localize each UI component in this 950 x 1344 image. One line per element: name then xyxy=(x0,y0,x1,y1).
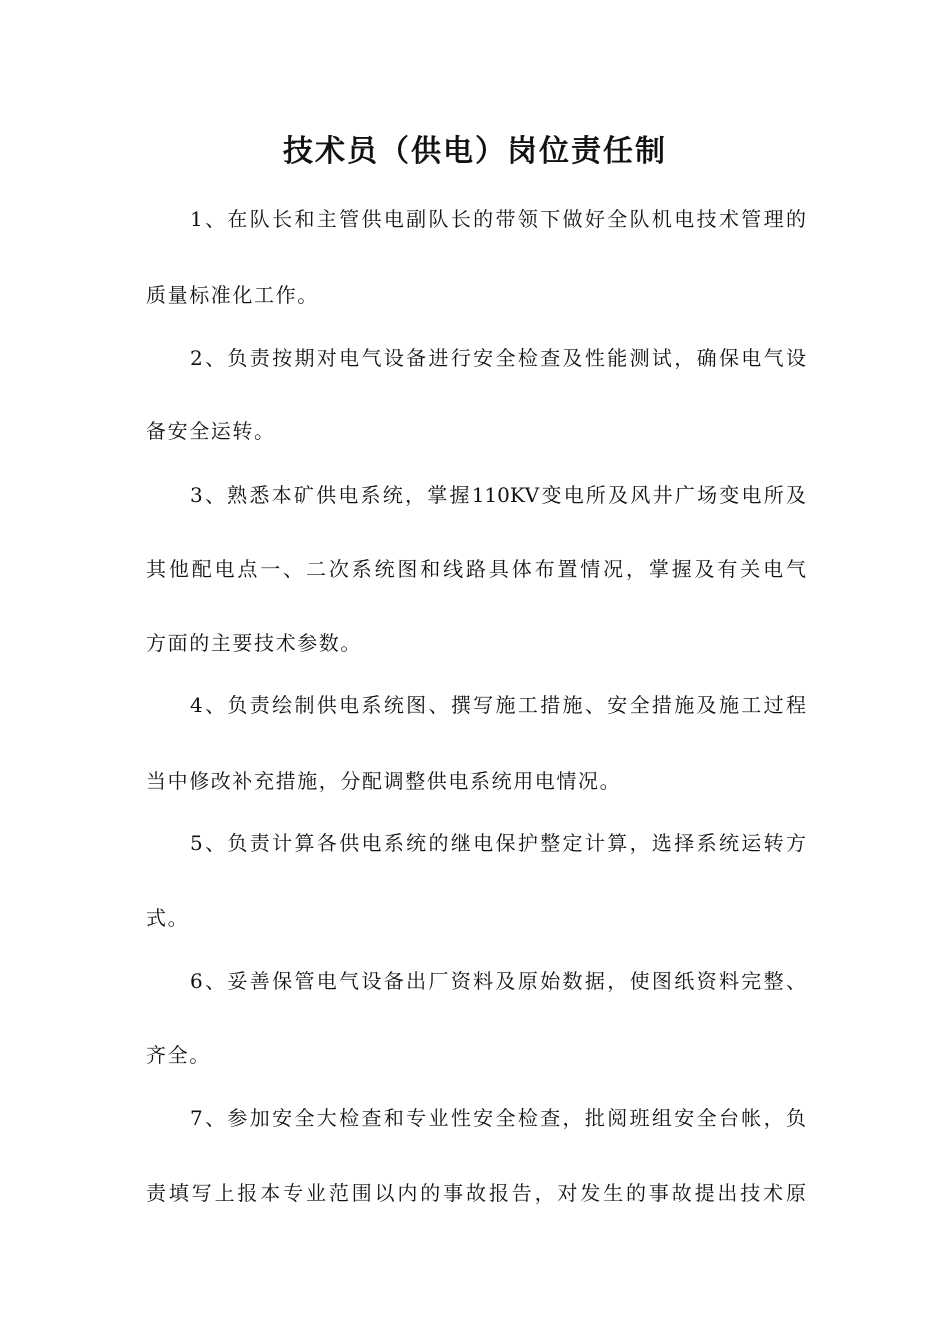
paragraph-1-line-2: 质量标准化工作。 xyxy=(146,283,319,307)
paragraph-6-line-2: 齐全。 xyxy=(146,1043,211,1067)
paragraph-3-line-2: 其他配电点一、二次系统图和线路具体布置情况，掌握及有关电气 xyxy=(146,557,806,581)
paragraph-6-line-1: 6、妥善保管电气设备出厂资料及原始数据，使图纸资料完整、 xyxy=(190,969,806,993)
paragraph-4-line-1: 4、负责绘制供电系统图、撰写施工措施、安全措施及施工过程 xyxy=(190,693,806,717)
document-title: 技术员（供电）岗位责任制 xyxy=(283,134,667,169)
paragraph-3-line-1: 3、熟悉本矿供电系统，掌握110KV变电所及风井广场变电所及 xyxy=(190,483,806,507)
paragraph-4-line-2: 当中修改补充措施，分配调整供电系统用电情况。 xyxy=(146,769,622,793)
paragraph-3-line-3: 方面的主要技术参数。 xyxy=(146,631,362,655)
paragraph-1-line-1: 1、在队长和主管供电副队长的带领下做好全队机电技术管理的 xyxy=(190,207,806,231)
paragraph-7-line-1: 7、参加安全大检查和专业性安全检查，批阅班组安全台帐，负 xyxy=(190,1106,806,1130)
paragraph-5-line-1: 5、负责计算各供电系统的继电保护整定计算，选择系统运转方 xyxy=(190,831,806,855)
paragraph-2-line-1: 2、负责按期对电气设备进行安全检查及性能测试，确保电气设 xyxy=(190,346,806,370)
paragraph-2-line-2: 备安全运转。 xyxy=(146,419,276,443)
paragraph-5-line-2: 式。 xyxy=(146,906,190,930)
paragraph-7-line-2: 责填写上报本专业范围以内的事故报告，对发生的事故提出技术原 xyxy=(146,1181,806,1205)
